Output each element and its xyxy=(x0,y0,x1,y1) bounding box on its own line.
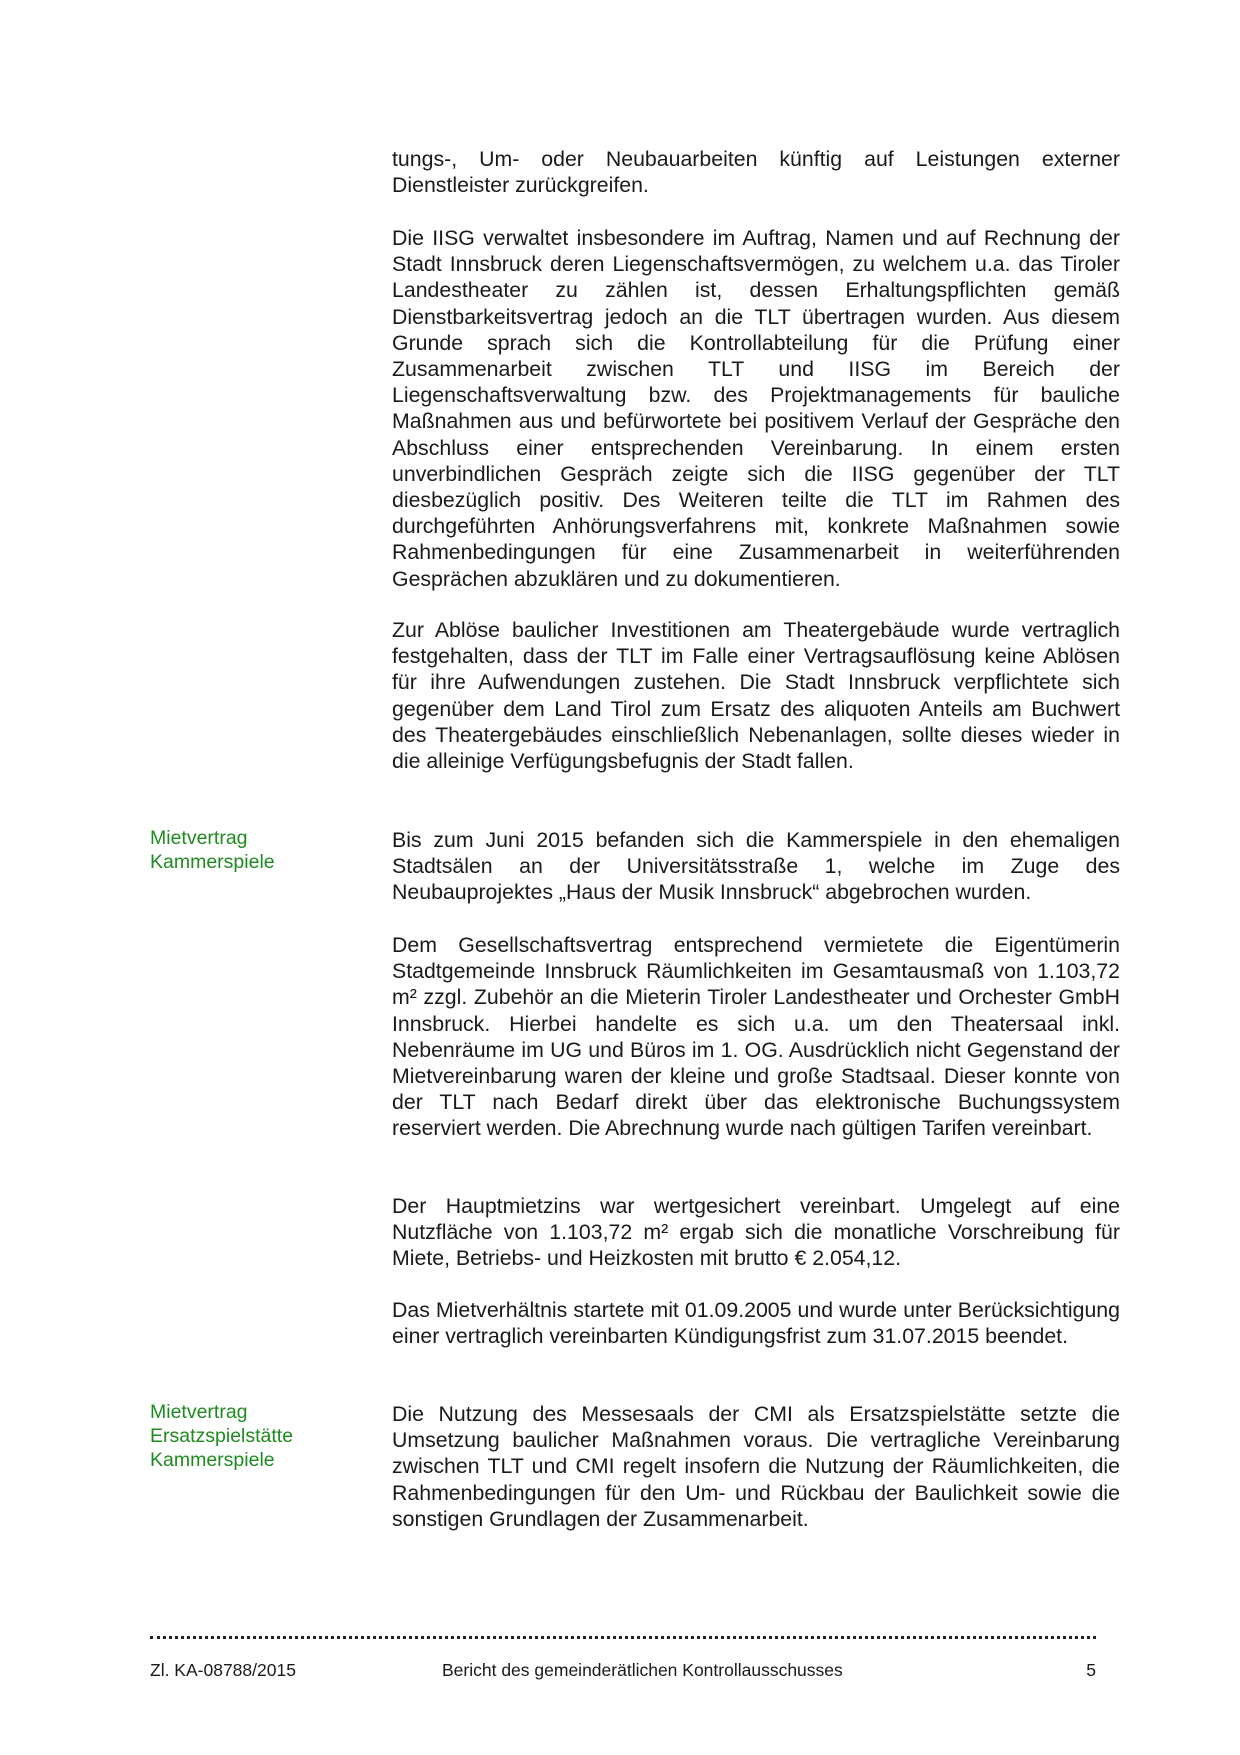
margin-note-line: Kammerspiele xyxy=(150,851,275,873)
footer-divider xyxy=(150,1632,1096,1639)
margin-note-ersatzspielstaette xyxy=(150,1400,380,1472)
page-number: 5 xyxy=(1086,1660,1096,1680)
paragraph-1: tungs-, Um- oder Neubauarbeiten künftig auf Leistungen externer Dienstleister zurückgreifen. xyxy=(392,147,1120,198)
margin-note-line: Kammerspiele xyxy=(150,1449,275,1471)
paragraph-4: Bis zum Juni 2015 befanden sich die Kammerspiele in den ehemaligen Stadtsälen an der Universitätsstraße 1, welche im Zuge des Neubauprojektes „Haus der Musik Innsbruck“ abgebrochen wurden. xyxy=(392,828,1120,905)
paragraph-3: Zur Ablöse baulicher Investitionen am Theatergebäude wurde vertraglich festgehalten, dass der TLT im Falle einer Vertragsauflösung keine Ablösen für ihre Aufwendungen zustehen. Die Stadt Innsbruck verpflichtete sich gegenüber dem Land Tirol zum Ersatz des aliquoten Anteils am Buchwert des Theatergebäudes einschließlich Nebenanlagen, sollte dieses wieder in die alleinige Verfügungsbefugnis der Stadt fallen. xyxy=(392,618,1120,774)
margin-note-line: Mietvertrag xyxy=(150,1401,248,1423)
footer-reference: Zl. KA-08788/2015 xyxy=(150,1660,296,1680)
paragraph-5: Dem Gesellschaftsvertrag entsprechend vermietete die Eigentümerin Stadtgemeinde Innsbruck Räumlichkeiten im Gesamtausmaß von 1.103,72 m² zzgl. Zubehör an die Mieterin Tiroler Landestheater und Orchester GmbH Innsbruck. Hierbei handelte es sich u.a. um den Theatersaal inkl. Nebenräume im UG und Büros im 1. OG. Ausdrücklich nicht Gegenstand der Mietvereinbarung waren der kleine und große Stadtsaal. Dieser konnte von der TLT nach Bedarf direkt über das elektronische Buchungssystem reserviert werden. Die Abrechnung wurde nach gültigen Tarifen vereinbart. xyxy=(392,933,1120,1141)
paragraph-2: Die IISG verwaltet insbesondere im Auftrag, Namen und auf Rechnung der Stadt Innsbruck deren Liegenschaftsvermögen, zu welchem u.a. das Tiroler Landestheater zu zählen ist, dessen Erhaltungspflichten gemäß Dienstbarkeitsvertrag jedoch an die TLT übertragen wurden. Aus diesem Grunde sprach sich die Kontrollabteilung für die Prüfung einer Zusammenarbeit zwischen TLT und IISG im Bereich der Liegenschaftsverwaltung bzw. des Projektmanagements für bauliche Maßnahmen aus und befürwortete bei positivem Verlauf der Gespräche den Abschluss einer entsprechenden Vereinbarung. In einem ersten unverbindlichen Gespräch zeigte sich die IISG gegenüber der TLT diesbezüglich positiv. Des Weiteren teilte die TLT im Rahmen des durchgeführten Anhörungsverfahrens mit, konkrete Maßnahmen sowie Rahmenbedingungen für eine Zusammenarbeit in weiterführenden Gesprächen abzuklären und zu dokumentieren. xyxy=(392,226,1120,591)
paragraph-8: Die Nutzung des Messesaals der CMI als Ersatzspielstätte setzte die Umsetzung baulicher Maßnahmen voraus. Die vertragliche Vereinbarung zwischen TLT und CMI regelt insofern die Nutzung der Räumlichkeiten, die Rahmenbedingungen für den Um- und Rückbau der Baulichkeit sowie die sonstigen Grundlagen der Zusammenarbeit. xyxy=(392,1402,1120,1531)
margin-note-kammerspiele xyxy=(150,826,380,874)
page-footer xyxy=(150,1658,1096,1682)
footer-title: Bericht des gemeinderätlichen Kontrollausschusses xyxy=(442,1660,843,1680)
paragraph-7: Das Mietverhältnis startete mit 01.09.2005 und wurde unter Berücksichtigung einer vertraglich vereinbarten Kündigungsfrist zum 31.07.2015 beendet. xyxy=(392,1298,1120,1349)
margin-note-line: Mietvertrag xyxy=(150,827,248,849)
paragraph-6: Der Hauptmietzins war wertgesichert vereinbart. Umgelegt auf eine Nutzfläche von 1.103,72 m² ergab sich die monatliche Vorschreibung für Miete, Betriebs- und Heizkosten mit brutto € 2.054,12. xyxy=(392,1194,1120,1271)
margin-note-line: Ersatzspielstätte xyxy=(150,1425,294,1447)
